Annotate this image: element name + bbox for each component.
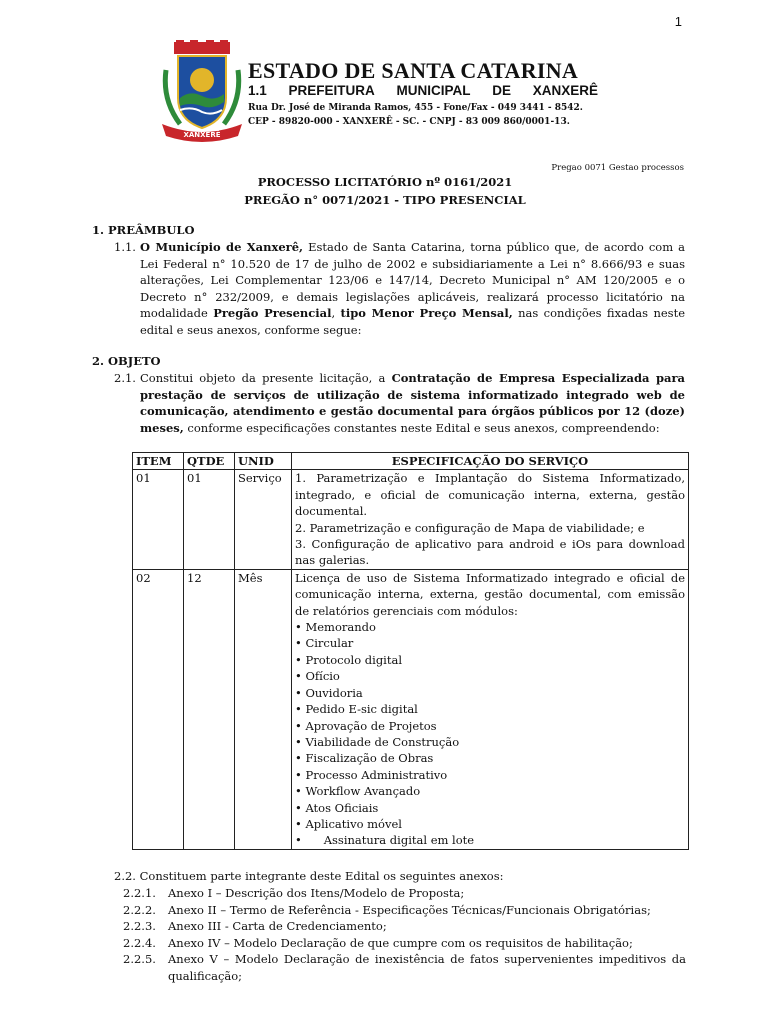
section-2-2-intro: 2.2. Constituem parte integrante deste Edital os seguintes anexos:: [114, 869, 504, 883]
annex-number: 2.2.3.: [123, 919, 156, 934]
annex-text: Anexo V – Modelo Declaração de inexistência de fatos supervenientes impeditivos da qualificação;: [168, 952, 686, 983]
list-item: [123, 935, 686, 952]
list-item: [123, 902, 686, 919]
column-header-qtde: QTDE: [184, 453, 235, 470]
header-address-block: [248, 101, 583, 129]
section-1-title: 1. PREÂMBULO: [92, 223, 195, 237]
list-item: • Assinatura digital em lote: [295, 832, 685, 848]
specification-table: [132, 452, 689, 850]
section-2-1-paragraph: [140, 370, 685, 436]
spec-intro: Licença de uso de Sistema Informatizado integrado e oficial de comunicação interna, externa, gestão documental, com emissão de relatórios gerenciais com módulos:: [295, 570, 685, 618]
table-row: [133, 470, 689, 569]
cell-item: 01: [133, 470, 184, 569]
header-state: ESTADO DE SANTA CATARINA: [248, 58, 579, 83]
header-sub-word: DE: [492, 83, 511, 98]
header-subtitle: [248, 83, 598, 98]
annex-number: 2.2.4.: [123, 935, 156, 950]
list-item: • Aplicativo móvel: [295, 816, 685, 832]
crest-label: XANXERÊ: [183, 131, 221, 139]
list-item: • Ouvidoria: [295, 685, 685, 701]
paragraph-text: Estado de Santa Catarina, torna público que, de acordo com a Lei Federal n° 10.520 de 17 de julho de 2002 e subsidiariamente a Lei n° 8.666/93 e suas alterações, Lei Complementar 123/06 e 147/14, Decreto Municipal n° AM 120/2005 e o Decreto n° 232/2009, e demais legislações aplicáveis, realizará processo licitatório na modalidade: [140, 240, 685, 321]
list-item: • Memorando: [295, 619, 685, 635]
modalidade: Pregão Presencial: [213, 306, 332, 321]
list-item: • Protocolo digital: [295, 652, 685, 668]
list-item: • Atos Oficiais: [295, 800, 685, 816]
header-sub-word: PREFEITURA: [288, 83, 375, 98]
list-item: • Fiscalização de Obras: [295, 750, 685, 766]
header-sub-word: XANXERÊ: [532, 83, 598, 98]
list-item: • Circular: [295, 635, 685, 651]
pregao-title: PREGÃO n° 0071/2021 - TIPO PRESENCIAL: [244, 193, 526, 207]
modules-list: [295, 619, 685, 849]
section-2-1-number: 2.1.: [114, 371, 136, 385]
paragraph-text: nas condições fixadas neste edital e seus anexos, conforme segue:: [140, 306, 685, 337]
objeto-description: Contratação de Empresa Especializada para prestação de serviços de utilização de sistema informatizado integrado web de comunicação, atendimento e gestão documental para órgãos públicos por 12 (doze) meses,: [140, 371, 685, 435]
column-header-spec: ESPECIFICAÇÃO DO SERVIÇO: [292, 453, 689, 470]
processo-title: PROCESSO LICITATÓRIO nº 0161/2021: [257, 175, 513, 189]
process-title-block: [0, 173, 770, 209]
cell-qtde: 12: [184, 569, 235, 849]
cell-spec: [292, 470, 689, 569]
municipio-name: O Município de Xanxerê,: [140, 240, 304, 254]
spec-line: 1. Parametrização e Implantação do Sistema Informatizado, integrado, e oficial de comunicação interna, externa, gestão documental.: [295, 471, 685, 519]
annex-text: Anexo II – Termo de Referência - Especificações Técnicas/Funcionais Obrigatórias;: [168, 902, 651, 917]
list-item: • Viabilidade de Construção: [295, 734, 685, 750]
page-number: 1: [674, 14, 682, 29]
cell-qtde: 01: [184, 470, 235, 569]
spec-line: 2. Parametrização e configuração de Mapa de viabilidade; e: [295, 520, 645, 535]
column-header-unid: UNID: [235, 453, 292, 470]
list-item: • Aprovação de Projetos: [295, 718, 685, 734]
paragraph-text: Constitui objeto da presente licitação, a: [140, 371, 392, 385]
spec-line: 3. Configuração de aplicativo para android e iOs para download nas galerias.: [295, 537, 685, 568]
annex-number: 2.2.1.: [123, 886, 156, 900]
header-sub-word: MUNICIPAL: [396, 83, 471, 98]
annex-number: 2.2.5.: [123, 952, 156, 967]
list-item: • Pedido E-sic digital: [295, 701, 685, 717]
table-header-row: [133, 453, 689, 470]
annex-list: [123, 885, 686, 985]
section-2-title: 2. OBJETO: [92, 354, 161, 368]
list-item: • Processo Administrativo: [295, 767, 685, 783]
list-item: • Workflow Avançado: [295, 783, 685, 799]
header-cep: CEP - 89820-000 - XANXERÊ - SC. - CNPJ - 83 009 860/0001-13.: [248, 117, 570, 127]
header-sub-num: 1.1: [248, 83, 267, 98]
section-1-1-number: 1.1.: [114, 240, 136, 254]
header-address: Rua Dr. José de Miranda Ramos, 455 - Fone/Fax - 049 3441 - 8542.: [248, 103, 583, 113]
document-reference: Pregao 0071 Gestao processos: [551, 163, 684, 173]
municipal-crest-icon: [160, 40, 244, 144]
cell-spec: [292, 569, 689, 849]
column-header-item: ITEM: [133, 453, 184, 470]
annex-text: Anexo I – Descrição dos Itens/Modelo de Proposta;: [168, 886, 465, 900]
annex-number: 2.2.2.: [123, 902, 156, 917]
cell-unid: Mês: [235, 569, 292, 849]
tipo: tipo Menor Preço Mensal,: [340, 306, 513, 321]
paragraph-text: conforme especificações constantes neste Edital e seus anexos, compreendendo:: [183, 420, 660, 435]
list-item: • Ofício: [295, 668, 685, 684]
list-item: [123, 951, 686, 984]
annex-text: Anexo III - Carta de Credenciamento;: [168, 919, 387, 934]
annex-text: Anexo IV – Modelo Declaração de que cumpre com os requisitos de habilitação;: [168, 935, 633, 950]
list-item: [123, 885, 686, 902]
section-1-1-paragraph: [140, 239, 685, 339]
cell-item: 02: [133, 569, 184, 849]
list-item: [123, 918, 686, 935]
cell-unid: Serviço: [235, 470, 292, 569]
paragraph-text: ,: [331, 306, 341, 321]
table-row: [133, 569, 689, 849]
